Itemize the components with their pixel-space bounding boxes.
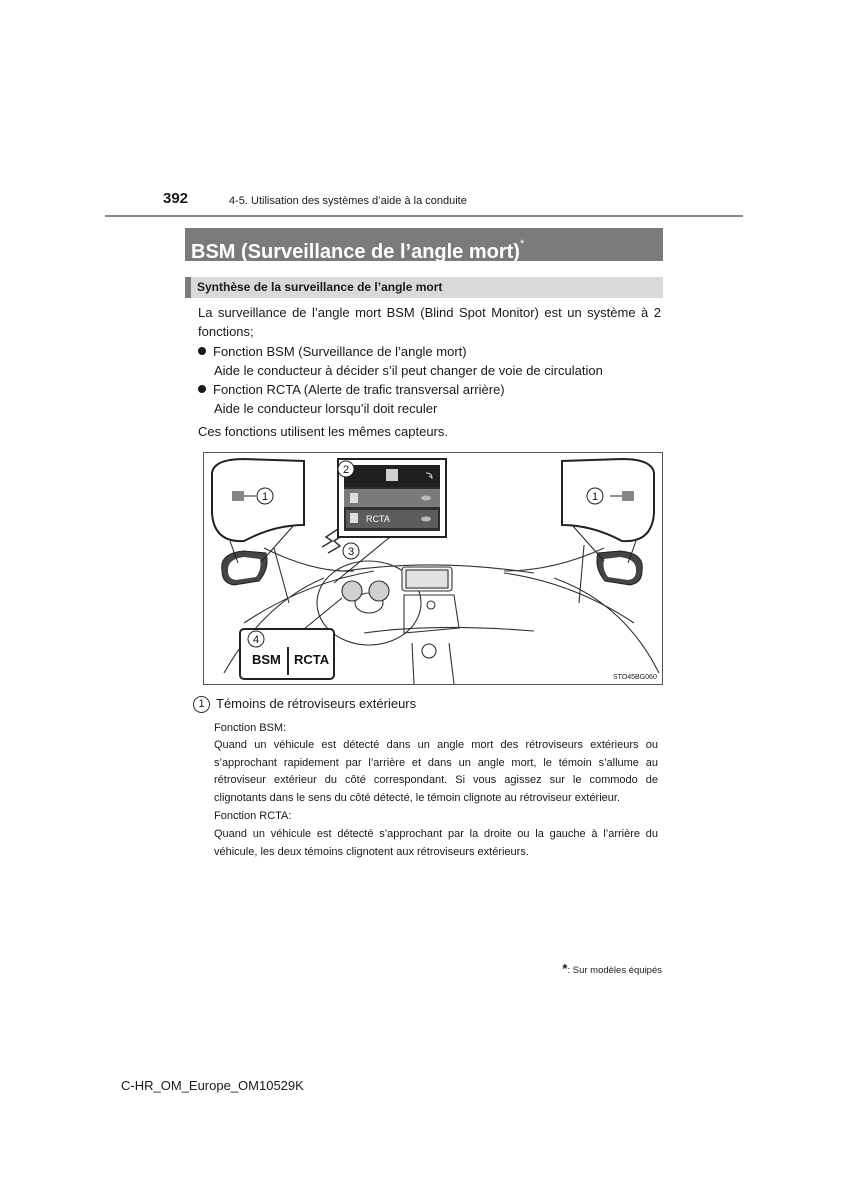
bullet-rcta [198,380,505,399]
page-number: 392 [163,190,189,207]
right-mirror-inset [562,459,654,563]
blind-spot-indicator-icon [622,491,634,501]
bullet-bsm-desc: Aide le conducteur à décider s’il peut changer de voie de circulation [214,363,603,378]
bullet-dot [198,347,206,355]
legend-title: Témoins de rétroviseurs extérieurs [216,696,417,711]
intro-paragraph: La surveillance de l’angle mort BSM (Blind Spot Monitor) est un système à 2 fonctions; [198,305,661,339]
footnote-text: : Sur modèles équipés [567,965,662,976]
rcta-function-desc: Quand un véhicule est détecté s’approchant par la droite ou la gauche à l’arrière du véhicule, les deux témoins clignotent aux rétroviseurs extérieurs. [214,828,658,858]
footnote-marker: * [562,961,568,976]
figure-id: STO45BG060 [613,674,657,681]
callout-1-right: 1 [591,491,599,503]
callout-2: 2 [342,464,350,476]
header-rule [105,215,743,217]
section-subtitle: Synthèse de la surveillance de l’angle mort [185,277,663,298]
dashboard-illustration [203,452,663,685]
page-title [185,228,663,261]
rcta-function-label: Fonction RCTA: [214,810,292,822]
footnote [562,961,662,976]
switch-bsm-label: BSM [252,652,281,667]
sensors-note: Ces fonctions utilisent les mêmes capteurs. [198,424,448,439]
bsm-screen-icon [386,469,398,481]
screen-rcta-item: RCTA [366,514,390,524]
callout-3: 3 [347,546,355,558]
title-footnote-marker: * [519,238,525,250]
bullet-bsm [198,342,467,361]
blind-spot-indicator-icon [232,491,244,501]
left-mirror-inset [212,459,304,563]
callout-1-left: 1 [261,491,269,503]
bullet-rcta-desc: Aide le conducteur lorsqu’il doit reculer [214,401,438,416]
section-path: 4-5. Utilisation des systèmes d’aide à la conduite [229,195,467,207]
bsm-function-desc: Quand un véhicule est détecté dans un angle mort des rétroviseurs extérieurs ou s’approchant rapidement par l’arrière et dans un angle mort, le témoin s’allume au rétroviseur extérieur du côté correspondant. Si vous agissez sur le commodo de clignotants dans le sens du côté détecté, le témoin clignote au rétroviseur extérieur. [214,739,658,804]
legend-number-1: 1 [193,696,210,713]
bullet-dot [198,385,206,393]
dashboard-drawing [204,453,662,684]
switch-rcta-label: RCTA [294,652,330,667]
bullet-rcta-title: Fonction RCTA (Alerte de trafic transversal arrière) [213,382,505,397]
footer-code: C-HR_OM_Europe_OM10529K [121,1078,304,1093]
callout-4: 4 [252,634,260,646]
bsm-function-label: Fonction BSM: [214,722,287,734]
page-title-text: BSM (Surveillance de l’angle mort) [191,241,520,263]
bullet-bsm-title: Fonction BSM (Surveillance de l’angle mort) [213,344,467,359]
